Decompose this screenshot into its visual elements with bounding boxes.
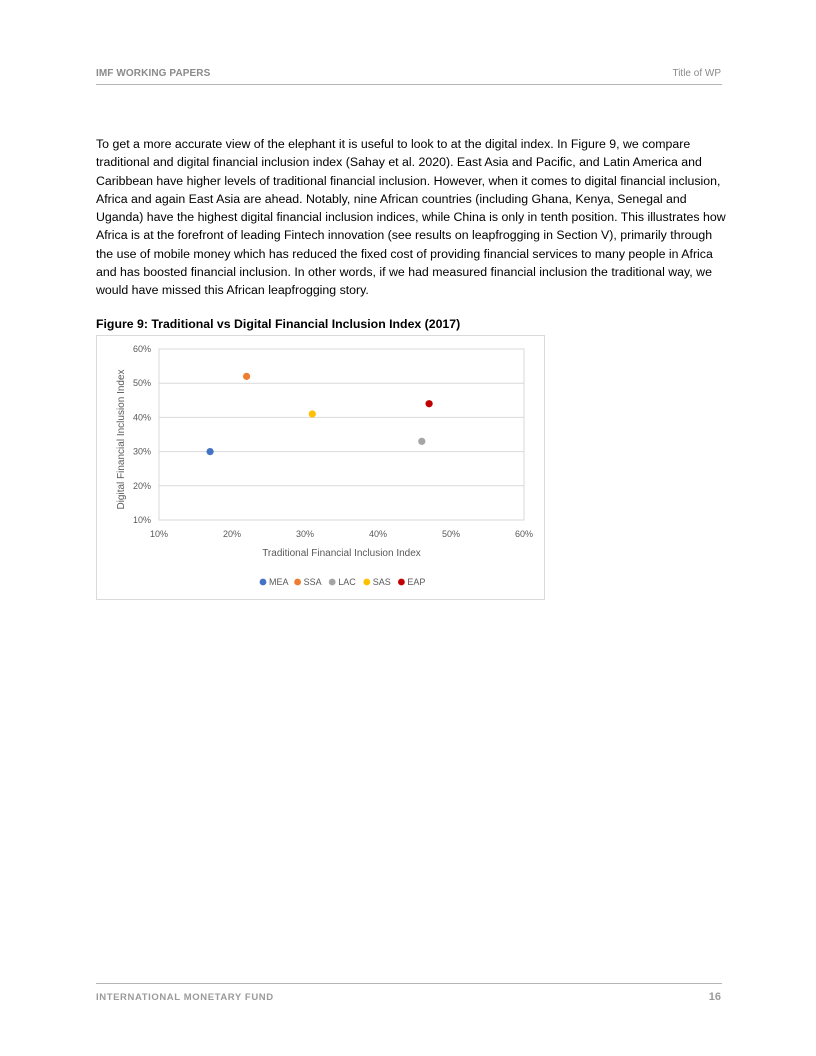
point-ssa (243, 373, 250, 380)
running-header-series: IMF WORKING PAPERS (96, 68, 211, 79)
footer-organization: INTERNATIONAL MONETARY FUND (96, 992, 274, 1003)
page-number: 16 (708, 991, 721, 1003)
legend-label-eap: EAP (407, 577, 426, 587)
y-tick-label: 10% (132, 515, 151, 525)
x-tick-label: 10% (149, 529, 169, 539)
y-tick-label: 60% (132, 344, 151, 354)
point-lac (418, 438, 425, 445)
point-mea (207, 448, 214, 455)
x-tick-label: 30% (295, 529, 315, 539)
figure-caption: Figure 9: Traditional vs Digital Financial Inclusion Index (2017) (96, 317, 461, 331)
point-eap (426, 400, 433, 407)
x-axis-title: Traditional Financial Inclusion Index (262, 548, 421, 559)
legend-marker-sas (363, 579, 370, 586)
footer-divider (96, 983, 722, 984)
header-divider (96, 84, 722, 85)
legend-marker-ssa (294, 579, 301, 586)
scatter-chart (96, 335, 545, 600)
y-tick-label: 20% (132, 480, 151, 491)
legend-label-lac: LAC (338, 577, 356, 587)
legend-label-mea: MEA (269, 577, 289, 587)
chart-canvas (97, 336, 546, 601)
legend-marker-lac (329, 579, 336, 586)
y-tick-label: 50% (132, 378, 151, 389)
body-paragraph: To get a more accurate view of the elephant it is useful to look to at the digital index. In Figure 9, we compare traditional and digital financial inclusion index (Sahay et al. 2020). East Asia and Pacific, and Latin America and Caribbean have higher levels of traditional financial inclusion. However, when it comes to digital financial inclusion, Africa and again East Asia are ahead. Notably, nine African countries (including Ghana, Kenya, Senegal and Uganda) have the highest digital financial inclusion indices, while China is only in tenth position. This illustrates how Africa is at the forefront of leading Fintech innovation (see results on leapfrogging in Section V), primarily through the use of mobile money which has reduced the fixed cost of providing financial services to many people in Africa and has boosted financial inclusion. In other words, if we had measured financial inclusion the traditional way, we would have missed this African leapfrogging story. (96, 137, 726, 298)
x-tick-label: 20% (222, 529, 242, 539)
legend-marker-mea (260, 579, 267, 586)
plot-area-border (159, 349, 524, 520)
y-axis-title: Digital Financial Inclusion Index (116, 369, 127, 510)
x-tick-label: 40% (368, 529, 388, 539)
y-tick-label: 40% (132, 412, 151, 423)
running-header-title: Title of WP (672, 68, 721, 79)
legend-label-ssa: SSA (303, 577, 322, 587)
y-tick-label: 30% (132, 446, 151, 457)
legend-marker-eap (398, 579, 405, 586)
legend-label-sas: SAS (372, 577, 391, 587)
point-sas (309, 410, 316, 417)
x-tick-label: 60% (514, 529, 534, 539)
x-tick-label: 50% (441, 529, 461, 539)
